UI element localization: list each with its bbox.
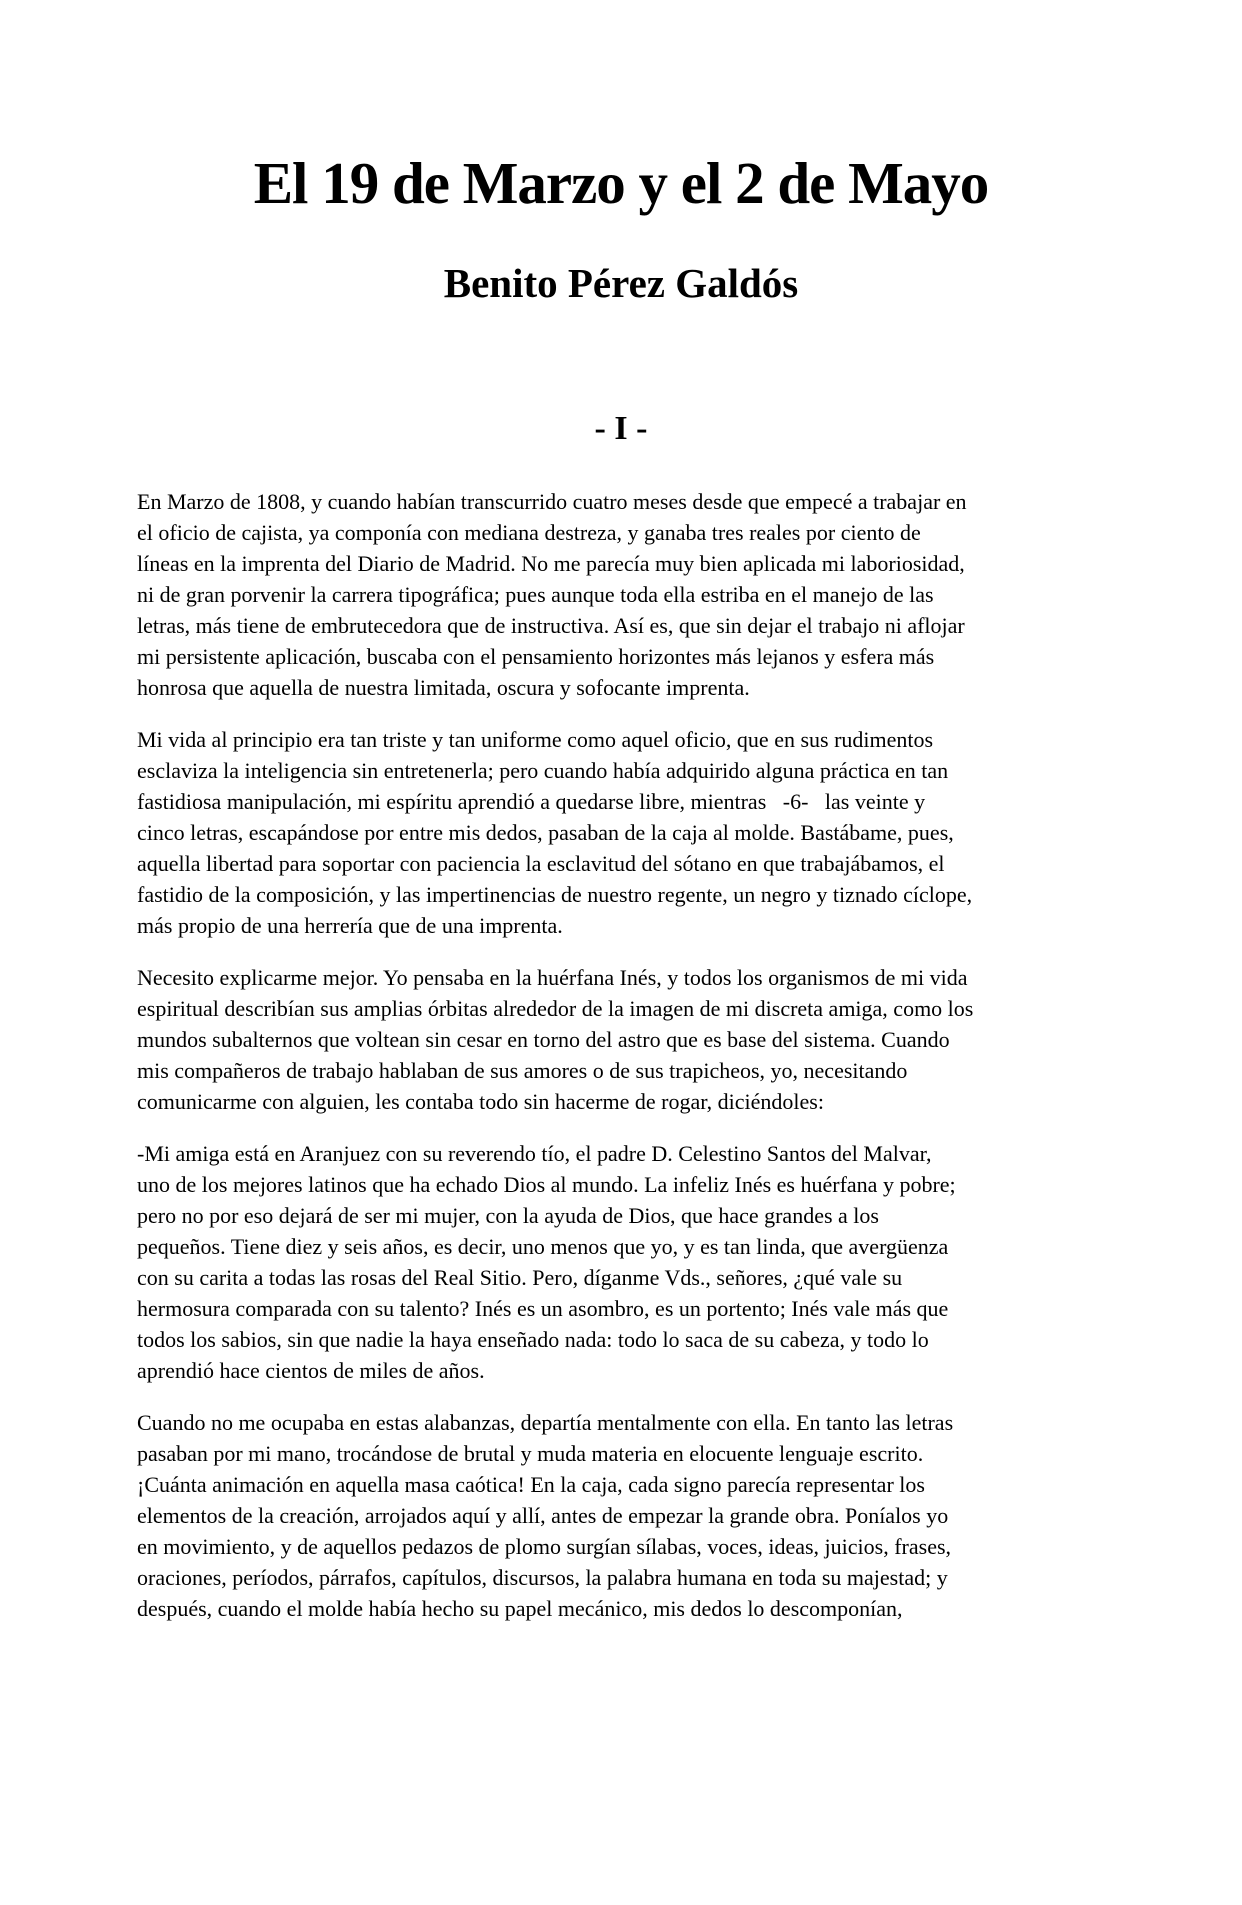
text-line: ¡Cuánta animación en aquella masa caótica! En la caja, cada signo parecía representar los — [137, 1472, 925, 1497]
paragraph-1 — [137, 486, 1122, 703]
text-line: cinco letras, escapándose por entre mis dedos, pasaban de la caja al molde. Bastábame, pues, — [137, 820, 954, 845]
text-line: aquella libertad para soportar con paciencia la esclavitud del sótano en que trabajábamos, el — [137, 851, 945, 876]
text-line: el oficio de cajista, ya componía con mediana destreza, y ganaba tres reales por ciento de — [137, 520, 921, 545]
text-line: Necesito explicarme mejor. Yo pensaba en la huérfana Inés, y todos los organismos de mi vida — [137, 965, 968, 990]
text-line: después, cuando el molde había hecho su papel mecánico, mis dedos lo descomponían, — [137, 1596, 903, 1621]
text-line: ni de gran porvenir la carrera tipográfica; pues aunque toda ella estriba en el manejo de las — [137, 582, 934, 607]
text-line: más propio de una herrería que de una imprenta. — [137, 913, 563, 938]
text-line: mis compañeros de trabajo hablaban de sus amores o de sus trapicheos, yo, necesitando — [137, 1058, 908, 1083]
text-line: En Marzo de 1808, y cuando habían transcurrido cuatro meses desde que empecé a trabajar en — [137, 489, 967, 514]
text-line: pasaban por mi mano, trocándose de brutal y muda materia en elocuente lenguaje escrito. — [137, 1441, 924, 1466]
text-line: letras, más tiene de embrutecedora que de instructiva. Así es, que sin dejar el trabajo ni aflojar — [137, 613, 965, 638]
text-line: espiritual describían sus amplias órbitas alrededor de la imagen de mi discreta amiga, como los — [137, 996, 974, 1021]
text-line: uno de los mejores latinos que ha echado Dios al mundo. La infeliz Inés es huérfana y pobre; — [137, 1172, 956, 1197]
text-line: pequeños. Tiene diez y seis años, es decir, uno menos que yo, y es tan linda, que avergüenza — [137, 1234, 949, 1259]
text-line: -Mi amiga está en Aranjuez con su reverendo tío, el padre D. Celestino Santos del Malvar, — [137, 1141, 932, 1166]
text-line: esclaviza la inteligencia sin entretenerla; pero cuando había adquirido alguna práctica en tan — [137, 758, 949, 783]
book-title: El 19 de Marzo y el 2 de Mayo — [253, 150, 989, 216]
text-line: honrosa que aquella de nuestra limitada, oscura y sofocante imprenta. — [137, 675, 750, 700]
text-line: líneas en la imprenta del Diario de Madrid. No me parecía muy bien aplicada mi laboriosidad, — [137, 551, 965, 576]
text-line: fastidio de la composición, y las impertinencias de nuestro regente, un negro y tiznado cíclope, — [137, 882, 973, 907]
body-text — [137, 486, 1122, 1624]
text-line: mundos subalternos que voltean sin cesar en torno del astro que es base del sistema. Cuando — [137, 1027, 950, 1052]
text-line: aprendió hace cientos de miles de años. — [137, 1358, 485, 1383]
paragraph-3 — [137, 962, 1122, 1117]
text-line: fastidiosa manipulación, mi espíritu aprendió a quedarse libre, mientras -6- las veinte y — [137, 789, 926, 814]
text-line: Mi vida al principio era tan triste y tan uniforme como aquel oficio, que en sus rudimentos — [137, 727, 934, 752]
text-line: oraciones, períodos, párrafos, capítulos, discursos, la palabra humana en toda su majestad; y — [137, 1565, 948, 1590]
author-name: Benito Pérez Galdós — [443, 260, 799, 306]
text-line: comunicarme con alguien, les contaba todo sin hacerme de rogar, diciéndoles: — [137, 1089, 824, 1114]
text-line: hermosura comparada con su talento? Inés es un asombro, es un portento; Inés vale más que — [137, 1296, 949, 1321]
text-line: elementos de la creación, arrojados aquí y allí, antes de empezar la grande obra. Poníalos yo — [137, 1503, 949, 1528]
text-line: Cuando no me ocupaba en estas alabanzas, departía mentalmente con ella. En tanto las letras — [137, 1410, 954, 1435]
paragraph-4 — [137, 1138, 1122, 1386]
paragraph-2 — [137, 724, 1122, 941]
text-line: en movimiento, y de aquellos pedazos de plomo surgían sílabas, voces, ideas, juicios, frases, — [137, 1534, 952, 1559]
paragraph-5 — [137, 1407, 1122, 1624]
document-page — [0, 150, 1242, 1905]
text-line: pero no por eso dejará de ser mi mujer, con la ayuda de Dios, que hace grandes a los — [137, 1203, 879, 1228]
text-line: mi persistente aplicación, buscaba con el pensamiento horizontes más lejanos y esfera más — [137, 644, 935, 669]
text-line: con su carita a todas las rosas del Real Sitio. Pero, díganme Vds., señores, ¿qué vale su — [137, 1265, 903, 1290]
chapter-heading: - I - — [594, 410, 648, 447]
text-line: todos los sabios, sin que nadie la haya enseñado nada: todo lo saca de su cabeza, y todo lo — [137, 1327, 929, 1352]
